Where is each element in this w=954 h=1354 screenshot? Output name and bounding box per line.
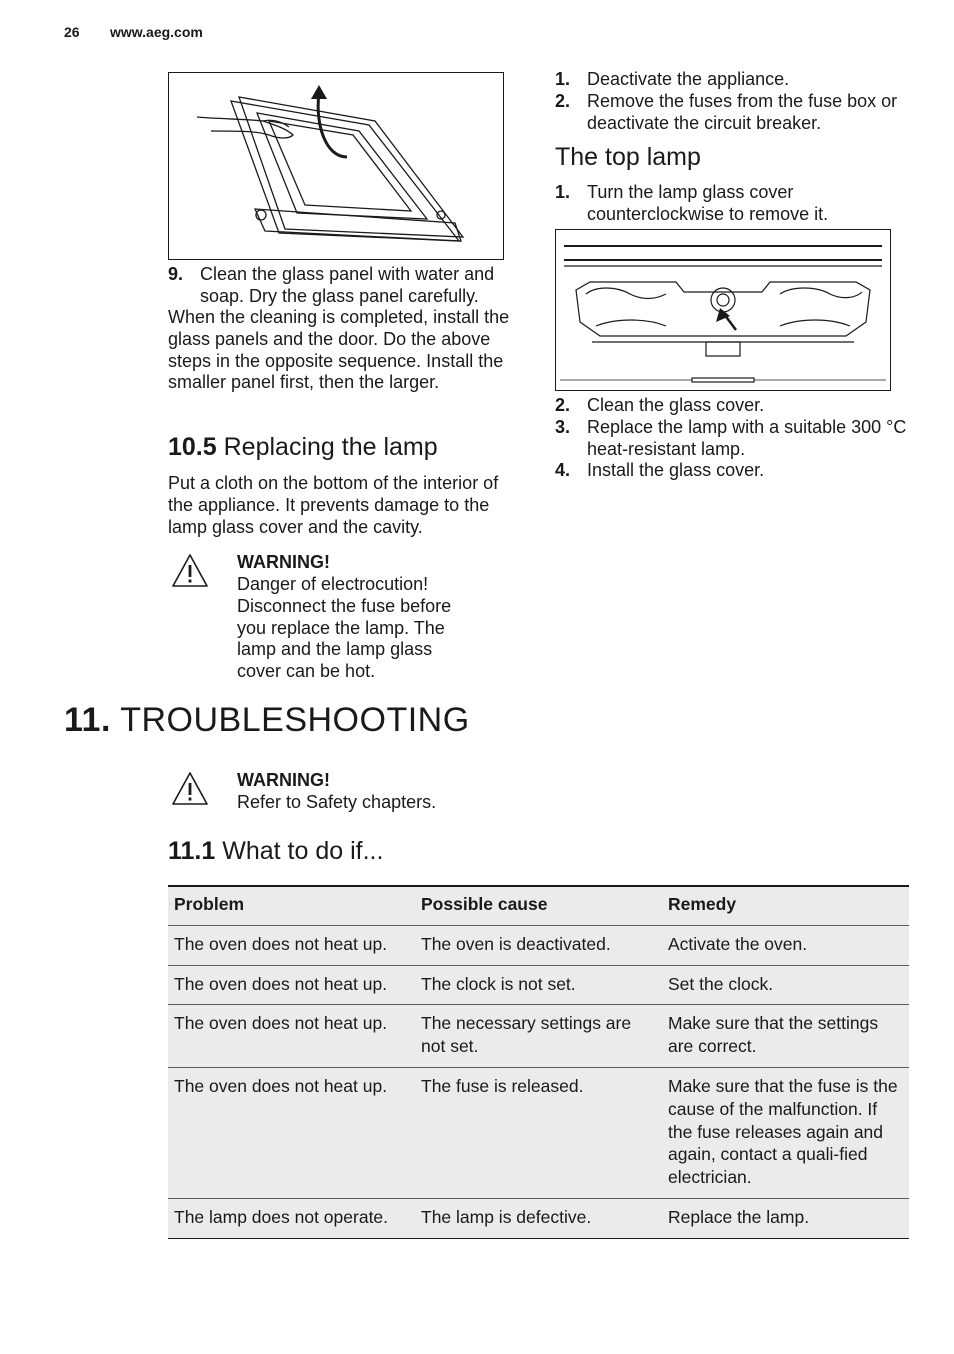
cause-cell: The fuse is released. <box>415 1067 662 1198</box>
oven-top-lamp-icon <box>556 230 890 390</box>
remedy-cell: Replace the lamp. <box>662 1198 909 1238</box>
step-number: 9. <box>168 264 184 284</box>
chapter-number: 11. <box>64 701 111 739</box>
reassembly-paragraph: When the cleaning is completed, install the glass panels and the door. Do the above steps in the opposite sequence. Install the smaller panel first, then the larger. <box>168 307 510 393</box>
section-title: What to do if... <box>222 837 384 865</box>
warning-icon <box>171 771 209 812</box>
table-header-row <box>168 886 909 925</box>
chapter-title: TROUBLESHOOTING <box>120 701 470 739</box>
table-row <box>168 925 909 965</box>
problem-cell: The oven does not heat up. <box>168 925 415 965</box>
step-text: Install the glass cover. <box>587 460 765 481</box>
step-text: Replace the lamp with a suitable 300 °C heat-resistant lamp. <box>587 416 907 459</box>
top-lamp-step-3 <box>555 417 910 461</box>
problem-cell: The oven does not heat up. <box>168 1005 415 1068</box>
column-header: Problem <box>168 886 415 925</box>
step-text: Turn the lamp glass cover counterclockwise to remove it. <box>587 182 829 224</box>
cause-cell: The necessary settings are not set. <box>415 1005 662 1068</box>
prestep-2 <box>555 91 910 135</box>
cause-cell: The clock is not set. <box>415 965 662 1005</box>
warning-icon <box>171 553 209 594</box>
remedy-cell: Make sure that the settings are correct. <box>662 1005 909 1068</box>
step-text: Clean the glass cover. <box>587 395 765 415</box>
table-row <box>168 1067 909 1198</box>
cause-cell: The oven is deactivated. <box>415 925 662 965</box>
step-text: Remove the fuses from the fuse box or deactivate the circuit breaker. <box>587 90 898 133</box>
step-text: Clean the glass panel with water and soap. Dry the glass panel carefully. <box>200 264 495 306</box>
cloth-paragraph: Put a cloth on the bottom of the interior of the appliance. It prevents damage to the lamp glass cover and the cavity. <box>168 473 499 537</box>
top-lamp-step-2 <box>555 395 910 417</box>
section-10-5-heading <box>168 432 438 462</box>
page-number: 26 <box>64 24 80 40</box>
section-title: Replacing the lamp <box>223 433 438 461</box>
warning-text: Refer to Safety chapters. <box>237 792 437 812</box>
step-9 <box>168 264 518 308</box>
step-number: 3. <box>555 416 571 437</box>
step-number: 2. <box>555 90 571 111</box>
top-lamp-illustration <box>555 229 891 391</box>
website-link[interactable]: www.aeg.com <box>110 24 203 40</box>
prestep-1 <box>555 69 910 91</box>
step-number: 4. <box>555 460 571 481</box>
top-lamp-step-4 <box>555 460 910 482</box>
warning-label: WARNING! <box>237 770 330 790</box>
step-number: 1. <box>555 182 571 202</box>
step-number: 2. <box>555 395 571 415</box>
oven-door-glass-panel-icon <box>169 73 503 259</box>
warning-text: Danger of electrocution! Disconnect the fuse before you replace the lamp. The lamp and the lamp glass cover can be hot. <box>237 574 452 682</box>
column-header: Remedy <box>662 886 909 925</box>
cause-cell: The lamp is defective. <box>415 1198 662 1238</box>
step-number: 1. <box>555 69 571 89</box>
table-row <box>168 965 909 1005</box>
section-number: 11.1 <box>168 837 216 865</box>
remedy-cell: Make sure that the fuse is the cause of the malfunction. If the fuse releases again and again, contact a quali-fied electrician. <box>662 1067 909 1198</box>
table-row <box>168 1198 909 1238</box>
problem-cell: The lamp does not operate. <box>168 1198 415 1238</box>
problem-cell: The oven does not heat up. <box>168 1067 415 1198</box>
column-header: Possible cause <box>415 886 662 925</box>
remedy-cell: Activate the oven. <box>662 925 909 965</box>
section-11-1-heading <box>168 836 383 866</box>
top-lamp-heading: The top lamp <box>555 143 701 171</box>
top-lamp-step-1 <box>555 182 885 226</box>
troubleshooting-heading <box>64 700 470 740</box>
troubleshooting-table <box>168 885 909 1239</box>
step-text: Deactivate the appliance. <box>587 69 790 89</box>
section-number: 10.5 <box>168 433 217 461</box>
oven-door-illustration <box>168 72 504 260</box>
table-row <box>168 1005 909 1068</box>
warning-label: WARNING! <box>237 552 330 572</box>
problem-cell: The oven does not heat up. <box>168 965 415 1005</box>
remedy-cell: Set the clock. <box>662 965 909 1005</box>
